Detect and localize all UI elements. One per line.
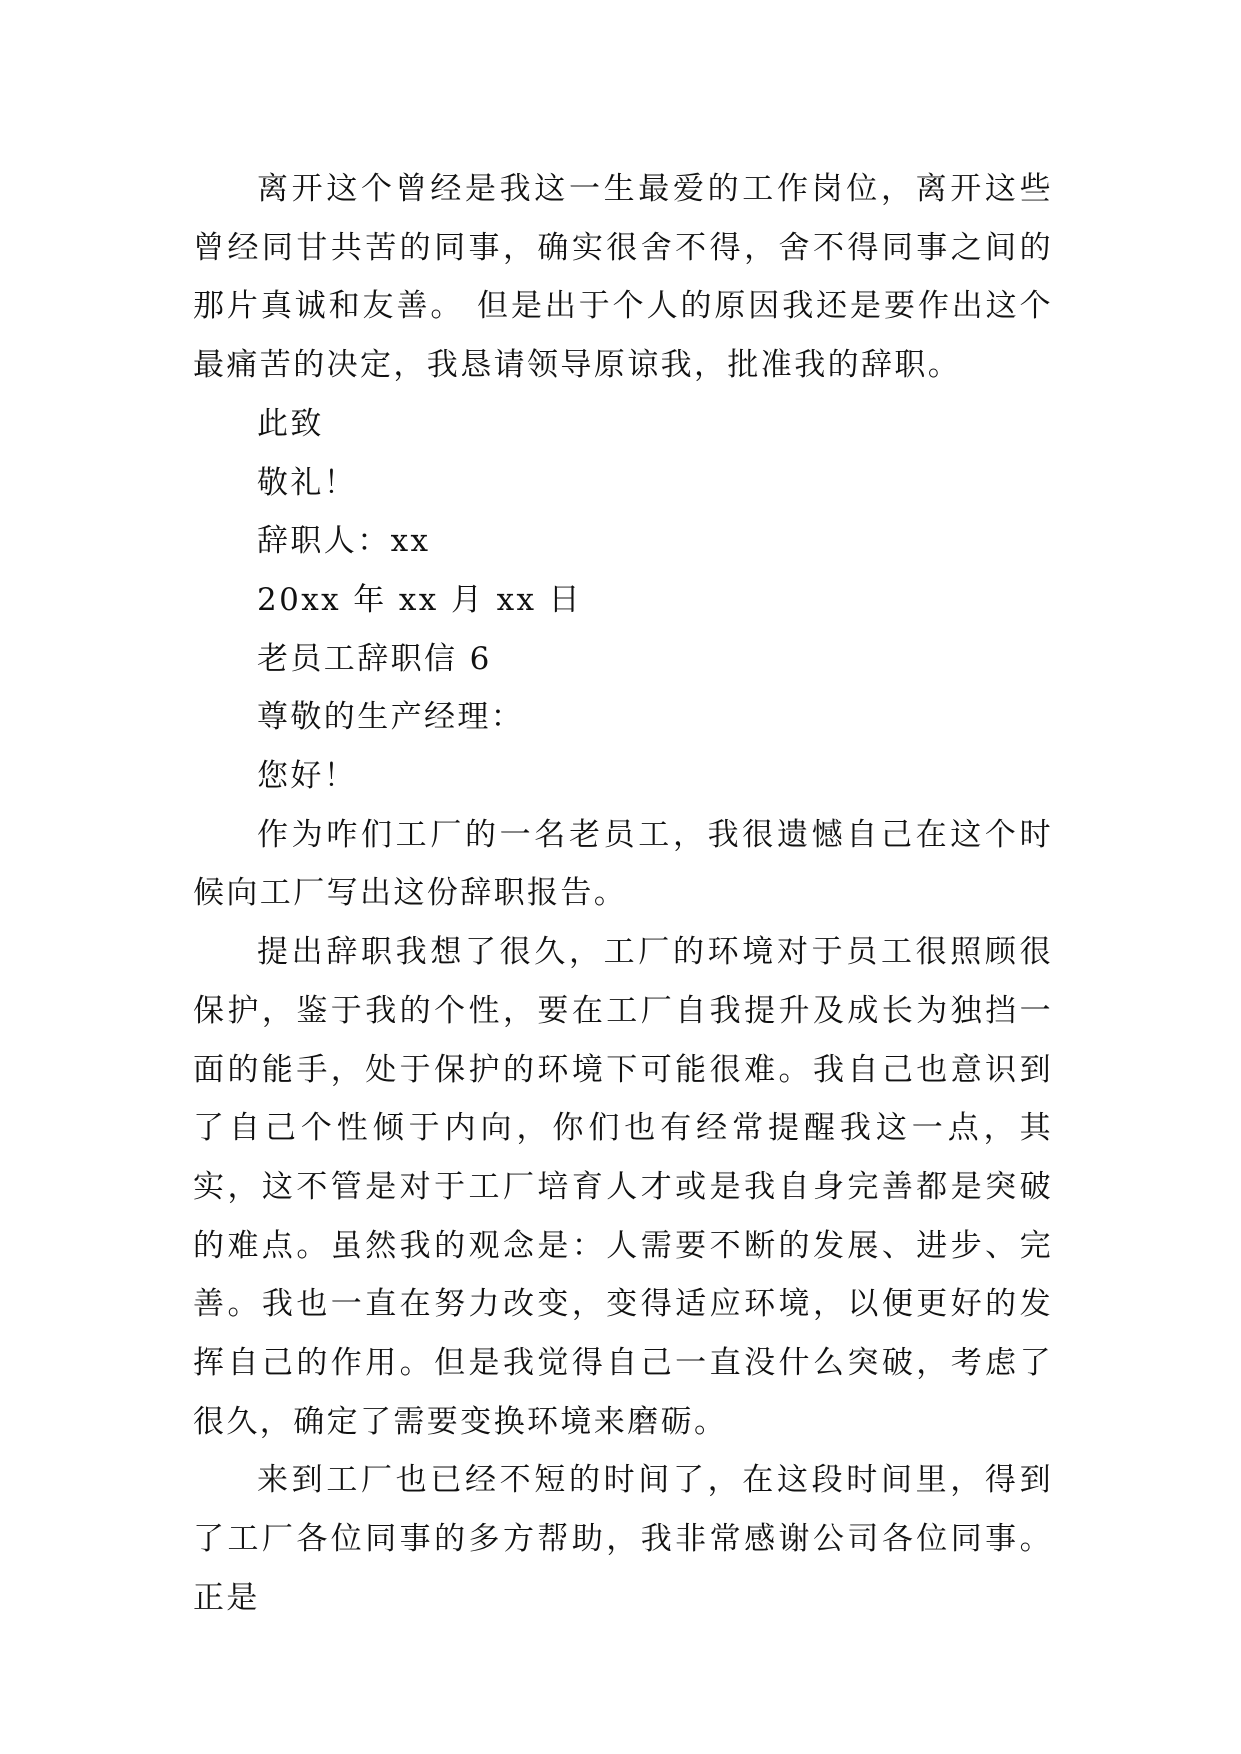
signature-line: 辞职人：xx [257,523,431,560]
closing-regards: 敬礼！ [257,464,358,501]
paragraph-reluctance: 离开这个曾经是我这一生最爱的工作岗位，离开这些曾经同甘共苦的同事，确实很舍不得，舍不得同事之间的那片真诚和友善。 但是出于个人的原因我还是要作出这个最痛苦的决定，我恳请领导原谅我，批准我的辞职。 [193,171,1053,384]
document-body [193,160,1053,1628]
greeting-line: 您好！ [257,758,358,795]
recipient-line: 尊敬的生产经理： [257,699,525,736]
closing-salutation: 此致 [257,405,324,442]
date-line: 20xx 年 xx 月 xx 日 [257,581,583,618]
paragraph-intro: 作为咋们工厂的一名老员工，我很遗憾自己在这个时候向工厂写出这份辞职报告。 [193,816,1053,912]
section-title: 老员工辞职信 6 [257,640,492,677]
paragraph-reasons: 提出辞职我想了很久，工厂的环境对于员工很照顾很保护，鉴于我的个性，要在工厂自我提升及成长为独挡一面的能手，处于保护的环境下可能很难。我自己也意识到了自己个性倾于内向，你们也有经常提醒我这一点，其实，这不管是对于工厂培育人才或是我自身完善都是突破的难点。虽然我的观念是：人需要不断的发展、进步、完善。我也一直在努力改变，变得适应环境，以便更好的发挥自己的作用。但是我觉得自己一直没什么突破，考虑了很久，确定了需要变换环境来磨砺。 [193,934,1053,1440]
paragraph-gratitude: 来到工厂也已经不短的时间了，在这段时间里，得到了工厂各位同事的多方帮助，我非常感谢公司各位同事。正是 [193,1462,1053,1616]
